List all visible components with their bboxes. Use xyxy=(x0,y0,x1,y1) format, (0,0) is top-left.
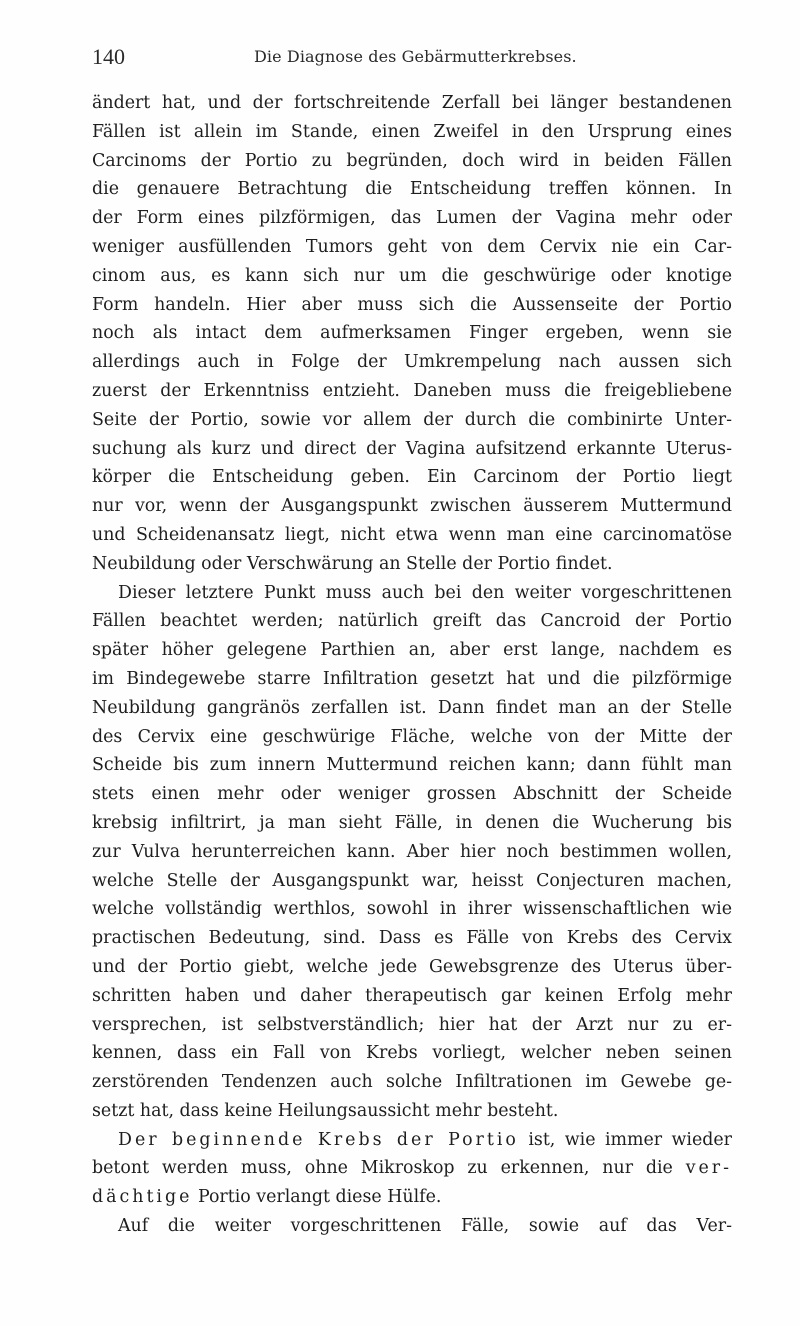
spaced-emphasis: dächtige xyxy=(92,1187,193,1208)
text-line: setzt hat, dass keine Heilungsaussicht mehr besteht. xyxy=(92,1100,559,1121)
text-line: stets einen mehr oder weniger grossen Abschnitt der Scheide xyxy=(92,784,732,805)
text-line xyxy=(92,1154,732,1183)
text-line: und Scheidenansatz liegt, nicht etwa wenn man eine carcinomatöse xyxy=(92,524,732,545)
page-number: 140 xyxy=(92,44,125,69)
text-span: ist, wie immer wieder xyxy=(518,1129,732,1150)
text-line: Carcinoms der Portio zu begründen, doch wird in beiden Fällen xyxy=(92,150,732,171)
text-line: noch als intact dem aufmerksamen Finger ergeben, wenn sie xyxy=(92,323,732,344)
text-line: versprechen, ist selbstverständlich; hier hat der Arzt nur zu er- xyxy=(92,1014,732,1035)
text-line: der Form eines pilzförmigen, das Lumen der Vagina mehr oder xyxy=(92,208,732,229)
spaced-emphasis: Der beginnende Krebs der Portio xyxy=(118,1129,519,1150)
paragraph-start-line: Dieser letztere Punkt muss auch bei den weiter vorgeschrittenen xyxy=(118,582,732,603)
paragraph-start-line xyxy=(92,1126,732,1155)
text-line: des Cervix eine geschwürige Fläche, welche von der Mitte der xyxy=(92,726,732,747)
text-span: betont werden muss, ohne Mikroskop zu erkennen, nur die xyxy=(92,1158,686,1179)
text-line: körper die Entscheidung geben. Ein Carcinom der Portio liegt xyxy=(92,467,732,488)
text-line: kennen, dass ein Fall von Krebs vorliegt, welcher neben seinen xyxy=(92,1043,732,1064)
text-line: welche Stelle der Ausgangspunkt war, heisst Conjecturen machen, xyxy=(92,870,732,891)
running-title: Die Diagnose des Gebärmutterkrebses. xyxy=(254,47,577,66)
text-line: zur Vulva herunterreichen kann. Aber hier noch bestimmen wollen, xyxy=(92,841,732,862)
text-line xyxy=(92,1183,732,1212)
text-span: Portio verlangt diese Hülfe. xyxy=(192,1187,442,1208)
text-line: practischen Bedeutung, sind. Dass es Fälle von Krebs des Cervix xyxy=(92,928,732,949)
text-line: Scheide bis zum innern Muttermund reichen kann; dann fühlt man xyxy=(92,755,732,776)
text-line: zerstörenden Tendenzen auch solche Infiltrationen im Gewebe ge- xyxy=(92,1072,732,1093)
paragraph-start-line: Auf die weiter vorgeschrittenen Fälle, sowie auf das Ver- xyxy=(118,1216,732,1237)
spaced-emphasis: ver- xyxy=(685,1158,732,1179)
text-line: die genauere Betrachtung die Entscheidung treffen können. In xyxy=(92,179,732,200)
text-line: und der Portio giebt, welche jede Gewebsgrenze des Uterus über- xyxy=(92,956,732,977)
text-line: weniger ausfüllenden Tumors geht von dem Cervix nie ein Car- xyxy=(92,236,732,257)
text-line: ändert hat, und der fortschreitende Zerfall bei länger bestandenen xyxy=(92,93,732,113)
text-line: welche vollständig werthlos, sowohl in ihrer wissenschaftlichen wie xyxy=(92,899,732,920)
text-line: zuerst der Erkenntniss entzieht. Daneben muss die freigebliebene xyxy=(92,380,732,401)
text-line: allerdings auch in Folge der Umkrempelung nach aussen sich xyxy=(92,352,732,373)
text-line: schritten haben und daher therapeutisch gar keinen Erfolg mehr xyxy=(92,985,732,1006)
text-line: cinom aus, es kann sich nur um die geschwürige oder knotige xyxy=(92,265,732,286)
text-line: Neubildung gangränös zerfallen ist. Dann findet man an der Stelle xyxy=(92,697,732,718)
text-line: Fällen ist allein im Stande, einen Zweifel in den Ursprung eines xyxy=(92,121,732,142)
text-line: Neubildung oder Verschwärung an Stelle der Portio findet. xyxy=(92,553,613,574)
body-text xyxy=(92,89,732,1241)
text-line: im Bindegewebe starre Infiltration gesetzt hat und die pilzförmige xyxy=(92,668,732,689)
text-line: Fällen beachtet werden; natürlich greift das Cancroid der Portio xyxy=(92,611,732,632)
text-line: Seite der Portio, sowie vor allem der durch die combinirte Unter- xyxy=(92,409,732,430)
text-line: nur vor, wenn der Ausgangspunkt zwischen äusserem Muttermund xyxy=(92,496,732,517)
text-line: suchung als kurz und direct der Vagina aufsitzend erkannte Uterus- xyxy=(92,438,732,459)
page-header xyxy=(92,44,732,72)
text-line: krebsig infiltrirt, ja man sieht Fälle, in denen die Wucherung bis xyxy=(92,812,732,833)
text-line: später höher gelegene Parthien an, aber erst lange, nachdem es xyxy=(92,640,732,661)
text-line: Form handeln. Hier aber muss sich die Aussenseite der Portio xyxy=(92,294,732,315)
